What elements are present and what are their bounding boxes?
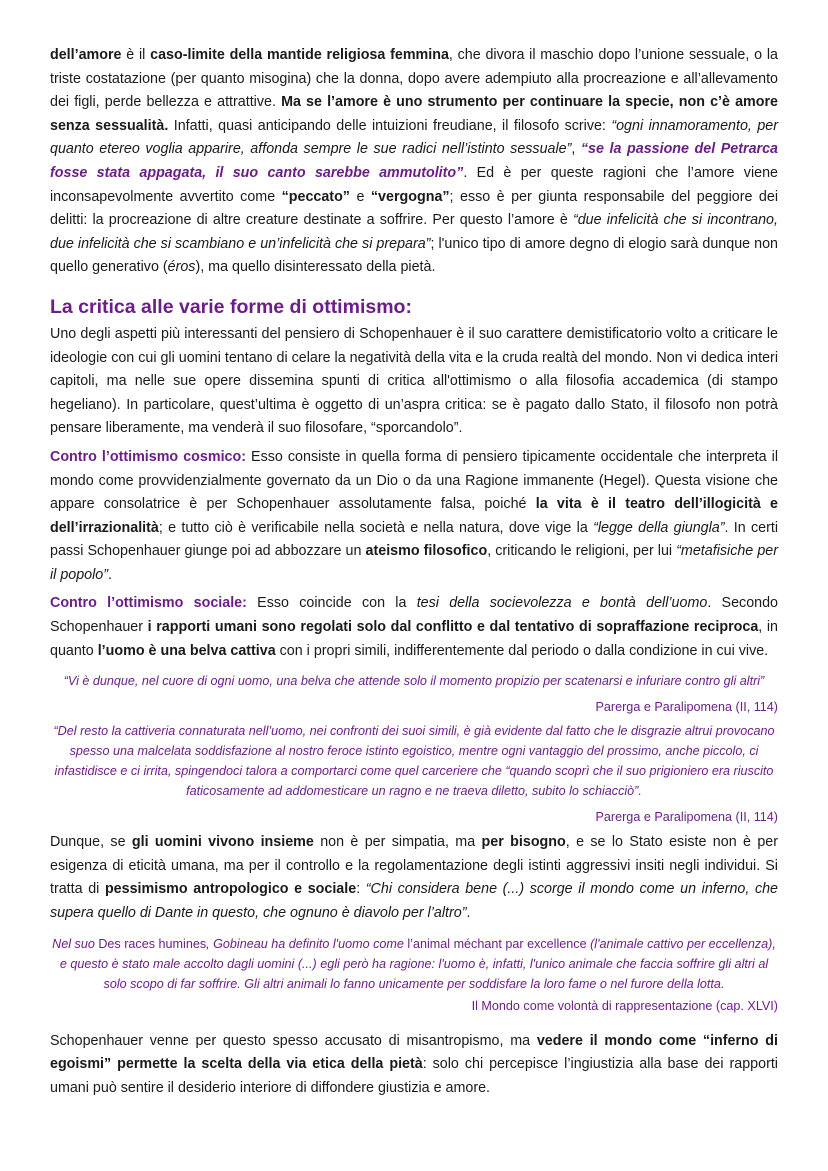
paragraph-pessimism bbox=[50, 831, 778, 925]
italic-quote: “due infelicità che si incontrano, due infelicità che si scambiano e un’infelicità che si prepara” bbox=[50, 212, 778, 252]
bold-text: gli uomini vivono insieme bbox=[131, 834, 314, 851]
bold-text: dell’amore bbox=[50, 47, 122, 63]
text: Dunque, se bbox=[50, 834, 132, 851]
paragraph-social-optimism bbox=[50, 592, 778, 663]
text: . bbox=[466, 905, 471, 922]
italic-text: tesi della socievolezza e bontà dell’uomo bbox=[416, 595, 708, 612]
text: Esso consiste in quella forma di pensiero tipicamente occidentale che interpreta il mondo come provvidenzialmente governato da un Dio o da una Ragione immanente (Hegel). Questa visione che appare consolatrice è per Schopenhauer assolutamente falsa, poiché bbox=[50, 448, 778, 513]
block-quote-1: “Vi è dunque, nel cuore di ogni uomo, una belva che attende solo il momento propizio per scatenarsi e infuriare contro gli altri” bbox=[63, 674, 765, 689]
text: , e se lo Stato esiste non è per esigenza di eticità umana, ma per il controllo e la regolamentazione degli istinti aggressivi insiti negli individui. Si tratta di bbox=[50, 834, 778, 898]
text: . In certi passi Schopenhauer giunge poi ad abbozzare un bbox=[50, 519, 779, 560]
quote-citation-2: Parerga e Paralipomena (II, 114) bbox=[595, 810, 778, 825]
text: ha definito l'uomo come bbox=[271, 936, 404, 951]
text: (l'animale cattivo per eccellenza), e questo è stato male accolto dagli uomini (...) egli però ha ragione: l'uomo è, infatti, l'unico animale che faccia soffrire gli altri al solo scopo di far soffrire. Gli altri animali lo fanno unicamente per soddisfare la loro fame o nel furore della lotta. bbox=[59, 936, 776, 991]
highlight-quote: “se la passione del Petrarca fosse stata appagata, il suo canto sarebbe ammutolito” bbox=[50, 141, 778, 181]
bold-text: ateismo filosofico bbox=[365, 543, 488, 560]
quote-citation-3: Il Mondo come volontà di rappresentazione (cap. XLVI) bbox=[471, 998, 778, 1013]
italic-text: “legge della giungla” bbox=[593, 519, 725, 536]
bold-text: per bisogno bbox=[481, 834, 566, 851]
bold-text: caso-limite della mantide religiosa femmina bbox=[150, 47, 449, 63]
italic-quote: “ogni innamoramento, per quanto etereo voglia apparire, affonda sempre le sue radici nell’istinto sessuale” bbox=[50, 117, 778, 158]
text: , criticando le religioni, per lui bbox=[487, 543, 677, 560]
text: Infatti, quasi anticipando delle intuizioni freudiane, il filosofo scrive: bbox=[168, 117, 612, 134]
paragraph-conclusion bbox=[50, 1030, 778, 1101]
italic-quote: “Chi considera bene (...) scorge il mondo come un inferno, che supera quello di Dante in questo, che ognuno è diavolo per l’altro” bbox=[50, 881, 778, 922]
bold-text: vedere il mondo come “inferno di egoismi” permette la scelta della via etica della pietà bbox=[50, 1032, 778, 1073]
text: è il bbox=[121, 47, 151, 63]
text: : bbox=[356, 881, 366, 898]
block-quote-2: “Del resto la cattiveria connaturata nell’uomo, nei confronti dei suoi simili, è già evidente dal fatto che le disgrazie altrui provocano spesso una malcelata soddisfazione al nostro feroce istinto egoistico, mentre ogni vantaggio del prossimo, anche piccolo, ci infastidisce e ci irrita, spingendoci talora a comportarci come quel carceriere che “quando scoprì che il suo prigioniero era riuscito faticosamente ad addomesticare un ragno e ne traeva diletto, subito lo schiacciò”. bbox=[53, 724, 775, 799]
text: . bbox=[108, 566, 113, 583]
bold-text: pessimismo antropologico e sociale bbox=[104, 881, 357, 898]
section-heading: La critica alle varie forme di ottimismo: bbox=[50, 295, 412, 318]
paragraph-cosmic-optimism bbox=[50, 446, 778, 588]
text: , Gobineau bbox=[206, 936, 272, 951]
text: , che divora il maschio dopo l’unione sessuale, o la triste costatazione (per quanto misogina) che la donna, dopo avere adempiuto alla procreazione e all’allevamento dei figli, perde bellezza e attrattive. bbox=[50, 47, 778, 111]
italic-text: “metafisiche per il popolo” bbox=[50, 543, 778, 583]
text: ; e tutto ciò è verificabile nella società e nella natura, dove vige la bbox=[158, 519, 594, 536]
bold-text: l’uomo è una belva cattiva bbox=[97, 642, 276, 659]
bold-text: “vergogna” bbox=[370, 188, 450, 205]
paragraph-intro: Uno degli aspetti più interessanti del pensiero di Schopenhauer è il suo carattere demistificatorio volto a criticare le ideologie con cui gli uomini tentano di celare la negatività della vita e la cruda realtà del mondo. Non vi dedica interi capitoli, ma nelle sue opere dissemina spunti di critica all'ottimismo o alla filosofia accademica (di stampo hegeliano). In particolare, quest’ultima è oggetto di un’aspra critica: se è pagato dallo Stato, il filosofo non potrà pensare liberamente, ma venderà il suo filosofare, “sporcandolo”. bbox=[50, 325, 778, 437]
quote-citation-1: Parerga e Paralipomena (II, 114) bbox=[595, 700, 778, 715]
text: e bbox=[349, 188, 371, 205]
text: ; l'unico tipo di amore degno di elogio sarà dunque non quello generativo ( bbox=[50, 235, 778, 276]
book-title: Des races humines bbox=[98, 936, 207, 951]
text: , bbox=[571, 141, 581, 158]
text: , in quanto bbox=[50, 619, 779, 659]
text: Schopenhauer venne per questo spesso accusato di misantropismo, ma bbox=[50, 1032, 537, 1049]
text: . Secondo Schopenhauer bbox=[50, 595, 779, 636]
text: : solo chi percepisce l’ingiustizia alla base dei rapporti umani può sentire il desiderio interiore di diffondere giustizia e amore. bbox=[50, 1056, 778, 1096]
document-page bbox=[50, 44, 778, 1100]
section-label: Contro l’ottimismo sociale: bbox=[50, 595, 247, 612]
text: . Ed è per queste ragioni che l’amore viene inconsapevolmente avvertito come bbox=[50, 164, 778, 205]
text: ; esso è per giunta responsabile del peggiore dei delitti: la procreazione di altre creature destinate a soffrire. Per questo l’amore è bbox=[50, 188, 778, 229]
text: con i propri simili, indifferentemente dal periodo o dalla condizione in cui vive. bbox=[275, 642, 769, 659]
text: non è per simpatia, ma bbox=[313, 834, 482, 851]
bold-text: “peccato” bbox=[281, 188, 350, 205]
bold-text: Ma se l’amore è uno strumento per continuare la specie, non c’è amore senza sessualità. bbox=[50, 94, 779, 134]
bold-text: i rapporti umani sono regolati solo dal conflitto e dal tentativo di sopraffazione reciproca bbox=[147, 619, 759, 636]
italic-term: éros bbox=[167, 259, 196, 276]
section-label: Contro l’ottimismo cosmico: bbox=[50, 448, 246, 465]
text: ), ma quello disinteressato della pietà. bbox=[195, 259, 436, 276]
block-quote-3 bbox=[50, 934, 778, 994]
bold-text: la vita è il teatro dell’illogicità e dell’irrazionalità bbox=[50, 496, 778, 536]
text: Nel suo bbox=[52, 936, 99, 951]
paragraph-love bbox=[50, 44, 778, 280]
text: Esso coincide con la bbox=[246, 595, 417, 612]
french-phrase: l’animal méchant par excellence bbox=[403, 936, 591, 951]
